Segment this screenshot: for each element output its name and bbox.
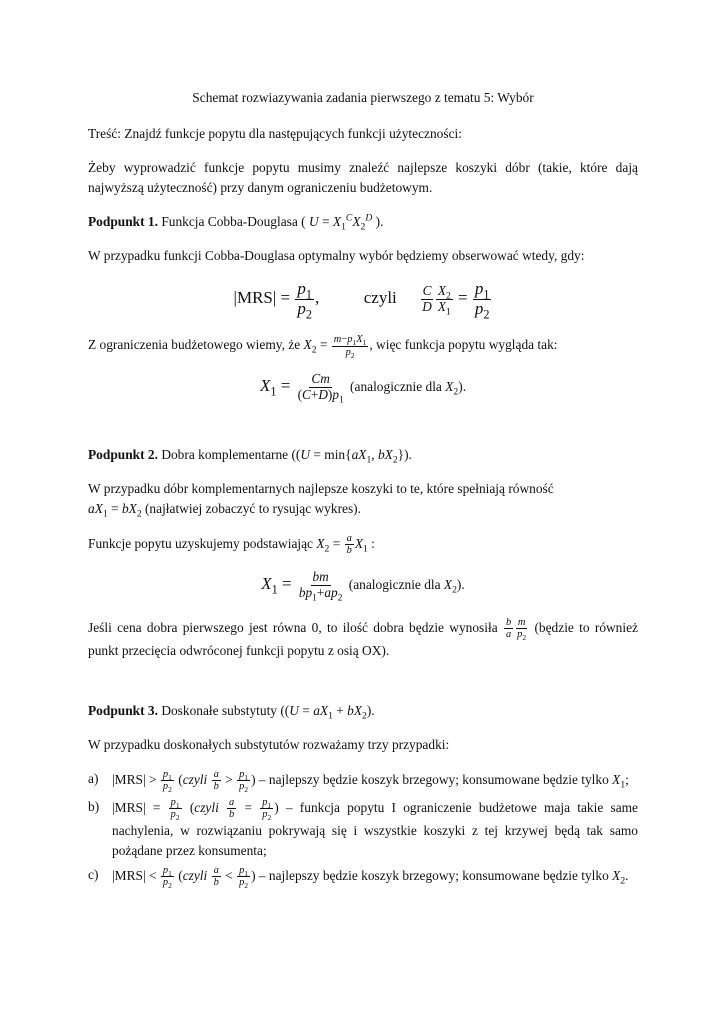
document-title: Schemat rozwiazywania zadania pierwszego z tematu 5: Wybór [192, 90, 534, 105]
section2-substitution: Funkcje popytu uzyskujemy podstawiając $X_2$ = $\frac{a}{b}$ $X_1$ : [88, 532, 375, 556]
paragraph-intro: Żeby wyprowadzić funkcje popytu musimy znaleźć najlepsze koszyki dóbr (takie, które dają najwyższą użyteczność) przy danym ograniczeniu budżetowym. [88, 160, 638, 195]
document-page [88, 78, 638, 893]
budget-text: Z ograniczenia budżetowego wiemy, że $X_2$ = $\frac{m-p_1X_1}{p_2}$ , więc funkcja popytu wygląda tak: [88, 334, 558, 360]
section2-zero-price: Jeśli cena dobra pierwszego jest równa 0, to ilość dobra będzie wynosiła $\frac{b}{a}$ $\frac{m}{p_2}$ (będzie to również punkt przecięcia odwróconej funkcji popytu z osią OX). [88, 616, 638, 658]
list-item: b) |MRS| = $\frac{p_1}{p_2}$ (czyli $\frac{a}{b}$ = $\frac{p_1}{p_2}$ ) – funkcja popytu I ograniczenie budżetowe maja takie same nachylenia, w rozwiązaniu pokrywają się i wszystkie koszyki z tej krzywej będą tak samo pożądane przez konsumenta; [88, 796, 639, 858]
intro-text: Treść: Znajdź funkcje popytu dla następujących funkcji użyteczności: [88, 126, 462, 141]
section1-text: W przypadku funkcji Cobba-Douglasa optymalny wybór będziemy obserwować wtedy, gdy: [88, 248, 585, 263]
section1-heading: Podpunkt 1. Funkcja Cobba-Douglasa ( $U = X_1^CX_2^D$ ). [88, 212, 384, 233]
cases-list [88, 769, 638, 889]
section2-text: W przypadku dóbr komplementarnych najlepsze koszyki to te, które spełniają równość $aX_1 = bX_2$ (najłatwiej zobaczyć to rysując wykres). [88, 480, 554, 520]
section3-heading: Podpunkt 3. Doskonałe substytuty ($(U = aX_1 + bX_2)$. [88, 702, 375, 722]
mrs-equation: |MRS| = $\frac{p_1}{p_2}$ , czyli $\frac{C}{D}$ $\frac{X_2}{X_1}$ = $\frac{p_1}{p_2}$ [233, 279, 490, 322]
list-item: c) |MRS| < $\frac{p_1}{p_2}$ (czyli $\frac{a}{b}$ < $\frac{p_1}{p_2}$ ) – najlepszy będzie koszyk brzegowy; konsumowane będzie tylko $X_2$. [88, 864, 629, 891]
section3-text: W przypadku doskonałych substytutów rozważamy trzy przypadki: [88, 736, 450, 752]
section2-heading: Podpunkt 2. Dobra komplementarne (($U = \min\{aX_1$, $bX_2$}). [88, 446, 412, 466]
demand-cd: $X_1$ = $\frac{Cm}{(C+D)p_1}$ (analogicznie dla $X_2$). [259, 371, 467, 406]
demand-complements: $X_1$ = $\frac{bm}{bp_1+ap_2}$ (analogicznie dla $X_2$). [261, 569, 465, 604]
list-item: a) |MRS| > $\frac{p_1}{p_2}$ (czyli $\frac{a}{b}$ > $\frac{p_1}{p_2}$ ) – najlepszy będzie koszyk brzegowy; konsumowane będzie tylko $X_1$; [88, 768, 629, 795]
